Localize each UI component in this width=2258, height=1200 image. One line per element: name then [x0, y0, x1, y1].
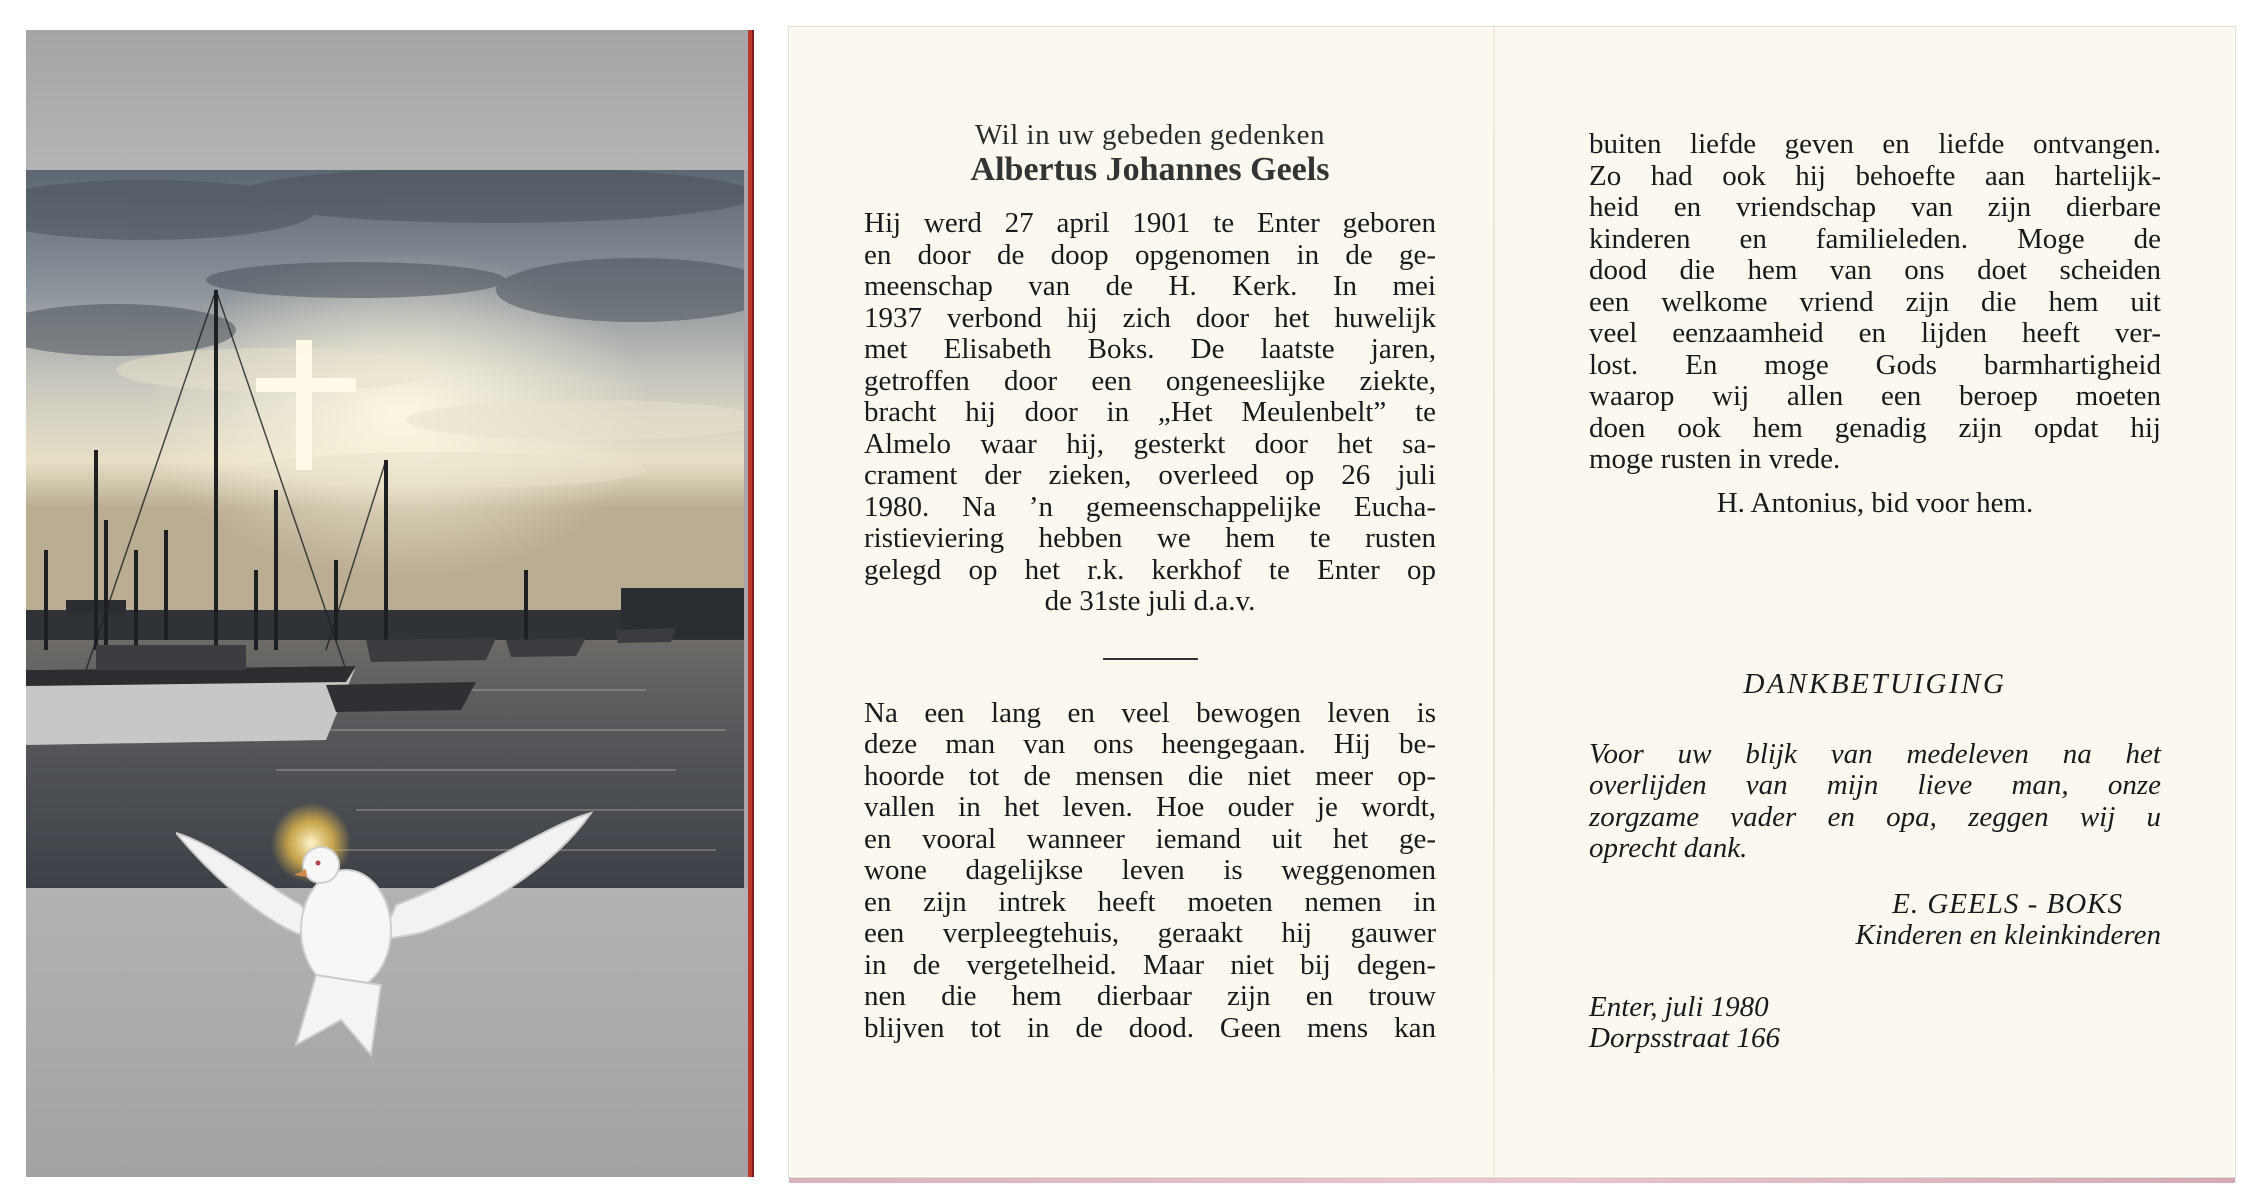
reflection-line: kinderen en familieleden. Moge de [1589, 222, 2161, 255]
card-inner-spread [788, 26, 2236, 1178]
address: Dorpsstraat 166 [1589, 1022, 1780, 1054]
thanks-line: Voor uw blijk van medeleven na het [1589, 737, 2161, 770]
biography-line: met Elisabeth Boks. De laatste jaren, [864, 333, 1436, 365]
reflection-left [864, 698, 1436, 1045]
prayer-line: H. Antonius, bid voor hem. [1716, 486, 2034, 519]
reflection-line: deze man van ons heengegaan. Hij be- [864, 728, 1436, 760]
separator-rule [1103, 658, 1198, 660]
signature-block [1589, 889, 2161, 952]
reflection-line: blijven tot in de dood. Geen mens kan [864, 1011, 1436, 1044]
reflection-line: doen ook hem genadig zijn opdat hij [1589, 411, 2161, 444]
biography-line: getroffen door een ongeneeslijke ziekte, [864, 364, 1436, 397]
biography-line: bracht hij door in „Het Meulenbelt” te [864, 396, 1436, 428]
biography-line: meenschap van de H. Kerk. In mei [864, 270, 1436, 302]
reflection-line: dood die hem van ons doet scheiden [1589, 254, 2161, 286]
reflection-line: heid en vriendschap van zijn dierbare [1589, 191, 2161, 223]
reflection-line: waarop wij allen een beroep moeten [1589, 380, 2161, 412]
intro-line: Wil in uw gebeden gedenken [974, 119, 1326, 151]
reflection-line: Zo had ook hij behoefte aan hartelijk- [1589, 159, 2161, 192]
reflection-line: en vooral wanneer iemand uit het ge- [864, 822, 1436, 855]
biography [864, 208, 1436, 618]
deceased-name: Albertus Johannes Geels [970, 150, 1330, 188]
biography-line: crament der zieken, overleed op 26 juli [864, 459, 1436, 491]
family-line: Kinderen en kleinkinderen [1855, 919, 2161, 951]
card-front [26, 30, 752, 1177]
biography-line: ristieviering hebben we hem te rusten [864, 522, 1436, 554]
thanks-last-line: oprecht dank. [1589, 832, 1748, 864]
reflection-line: nen die hem dierbaar zijn en trouw [864, 980, 1436, 1012]
reflection-right [1589, 129, 2161, 476]
reflection-line: Na een lang en veel bewogen leven is [864, 696, 1436, 729]
reflection-line: en zijn intrek heeft moeten nemen in [864, 885, 1436, 918]
biography-line: 1937 verbond hij zich door het huwelijk [864, 301, 1436, 334]
biography-line: gelegd op het r.k. kerkhof te Enter op [864, 553, 1436, 586]
biography-line: Hij werd 27 april 1901 te Enter geboren [864, 207, 1436, 239]
left-page [864, 120, 1436, 1044]
reflection-line: vallen in het leven. Hoe ouder je wordt, [864, 791, 1436, 823]
thanks-line: overlijden van mijn lieve man, onze [1589, 769, 2161, 801]
top-grey-band [26, 30, 748, 170]
reflection-line: in de vergetelheid. Maar niet bij degen- [864, 948, 1436, 981]
reflection-end: moge rusten in vrede. [1589, 443, 1841, 475]
reflection-line: buiten liefde geven en liefde ontvangen. [1589, 128, 2161, 160]
reflection-line: veel eenzaamheid en lijden heeft ver- [1589, 317, 2161, 349]
biography-line: Almelo waar hij, gesterkt door het sa- [864, 427, 1436, 460]
thanks-line: zorgzame vader en opa, zeggen wij u [1589, 800, 2161, 833]
reflection-line: een welkome vriend zijn die hem uit [1589, 285, 2161, 318]
place-block [1589, 992, 2161, 1055]
biography-line: en door de doop opgenomen in de ge- [864, 238, 1436, 271]
fold-line [1493, 27, 1495, 1177]
reflection-line: wone dagelijkse leven is weggenomen [864, 854, 1436, 886]
right-page [1589, 129, 2161, 1055]
thanks-title: DANKBETUIGING [1743, 668, 2007, 700]
biography-end: de 31ste juli d.a.v. [1044, 585, 1256, 617]
reflection-line: een verpleegtehuis, geraakt hij gauwer [864, 917, 1436, 949]
place-date: Enter, juli 1980 [1589, 990, 1769, 1023]
signature: E. GEELS - BOKS [1892, 887, 2123, 920]
reflection-line: hoorde tot de mensen die niet meer op- [864, 759, 1436, 792]
dove-icon [176, 765, 596, 1075]
reflection-line: lost. En moge Gods barmhartigheid [1589, 348, 2161, 381]
thanks-text [1589, 739, 2161, 865]
biography-line: 1980. Na ’n gemeenschappelijke Eucha- [864, 490, 1436, 523]
